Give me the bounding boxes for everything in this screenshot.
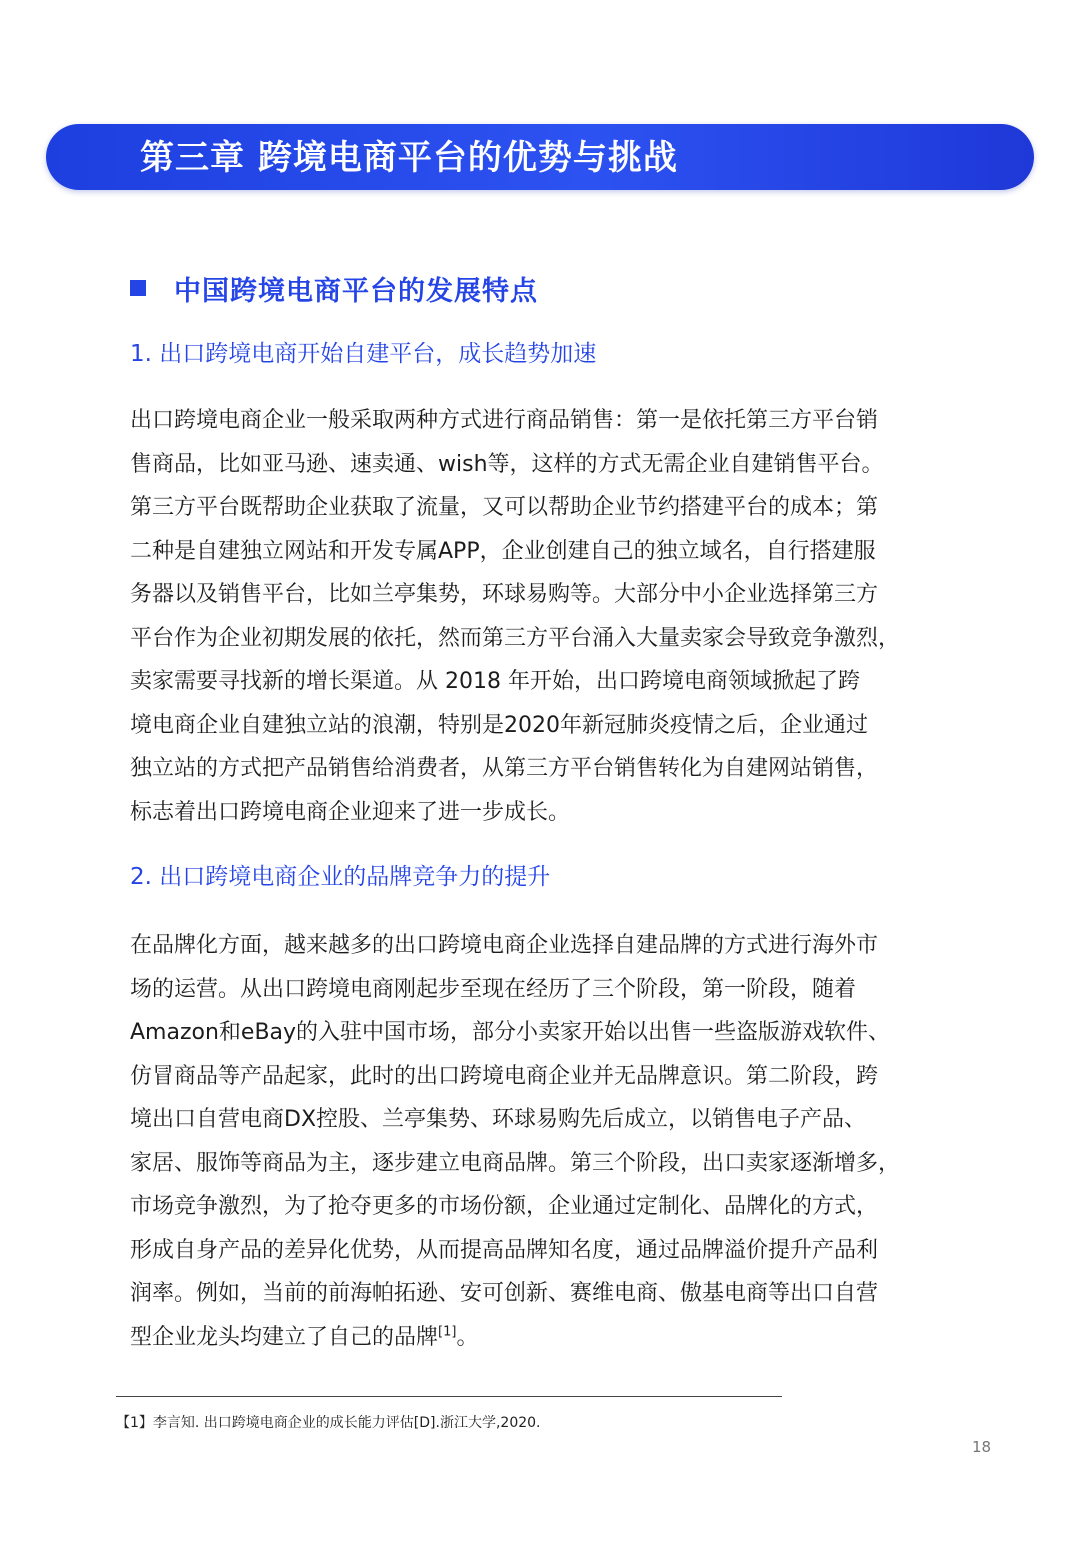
paragraph-line-last: [130, 1316, 970, 1360]
subsection-2-paragraph: [130, 924, 970, 1359]
paragraph-line: 第三方平台既帮助企业获取了流量，又可以帮助企业节约搭建平台的成本；第: [130, 495, 879, 520]
footnote-divider: [116, 1396, 782, 1397]
paragraph-text: 型企业龙头均建立了自己的品牌: [130, 1324, 439, 1350]
paragraph-line: 形成自身产品的差异化优势，从而提高品牌知名度，通过品牌溢价提升产品利: [130, 1237, 879, 1263]
paragraph-line: 务器以及销售平台，比如兰亭集势，环球易购等。大部分中小企业选择第三方: [130, 582, 879, 607]
paragraph-line: 独立站的方式把产品销售给消费者，从第三方平台销售转化为自建网站销售，: [130, 756, 879, 781]
square-bullet-icon: [130, 280, 146, 296]
paragraph-line: Amazon和eBay的入驻中国市场，部分小卖家开始以出售一些盗版游戏软件、: [130, 1020, 891, 1045]
paragraph-line: 售商品，比如亚马逊、速卖通、wish等，这样的方式无需企业自建销售平台。: [130, 451, 884, 477]
paragraph-line: 卖家需要寻找新的增长渠道。从 2018 年开始，出口跨境电商领域掀起了跨: [130, 669, 860, 694]
paragraph-end-punctuation: 。: [456, 1324, 479, 1350]
footnote: 【1】李言知. 出口跨境电商企业的成长能力评估[D].浙江大学,2020.: [116, 1415, 541, 1431]
paragraph-line: 境出口自营电商DX控股、兰亭集势、环球易购先后成立，以销售电子产品、: [130, 1107, 867, 1132]
paragraph-line: 仿冒商品等产品起家，此时的出口跨境电商企业并无品牌意识。第二阶段，跨: [130, 1063, 879, 1089]
paragraph-line: 二种是自建独立网站和开发专属APP，企业创建自己的独立域名，自行搭建服: [130, 538, 876, 564]
footnote-reference[interactable]: [1]: [438, 1324, 457, 1340]
section-heading: [130, 268, 538, 308]
paragraph-line: 场的运营。从出口跨境电商刚起步至现在经历了三个阶段，第一阶段，随着: [130, 976, 857, 1002]
paragraph-line: 市场竞争激烈，为了抢夺更多的市场份额，企业通过定制化、品牌化的方式，: [130, 1194, 879, 1219]
paragraph-line: 境电商企业自建独立站的浪潮，特别是2020年新冠肺炎疫情之后，企业通过: [130, 712, 868, 738]
subsection-1-paragraph: [130, 399, 970, 834]
paragraph-line: 平台作为企业初期发展的依托，然而第三方平台涌入大量卖家会导致竞争激烈，: [130, 625, 901, 651]
paragraph-line: 润率。例如，当前的前海帕拓逊、安可创新、赛维电商、傲基电商等出口自营: [130, 1281, 879, 1306]
paragraph-line: 出口跨境电商企业一般采取两种方式进行商品销售：第一是依托第三方平台销: [130, 408, 879, 433]
subsection-1-heading: 1. 出口跨境电商开始自建平台，成长趋势加速: [130, 341, 597, 367]
page-number: 18: [972, 1438, 992, 1456]
paragraph-line: 标志着出口跨境电商企业迎来了进一步成长。: [130, 799, 571, 825]
section-title: 中国跨境电商平台的发展特点: [174, 275, 538, 307]
subsection-2-heading: 2. 出口跨境电商企业的品牌竞争力的提升: [130, 864, 551, 890]
paragraph-line: 在品牌化方面，越来越多的出口跨境电商企业选择自建品牌的方式进行海外市: [130, 933, 879, 958]
chapter-title: 第三章 跨境电商平台的优势与挑战: [140, 138, 678, 178]
paragraph-line: 家居、服饰等商品为主，逐步建立电商品牌。第三个阶段，出口卖家逐渐增多，: [130, 1150, 901, 1176]
